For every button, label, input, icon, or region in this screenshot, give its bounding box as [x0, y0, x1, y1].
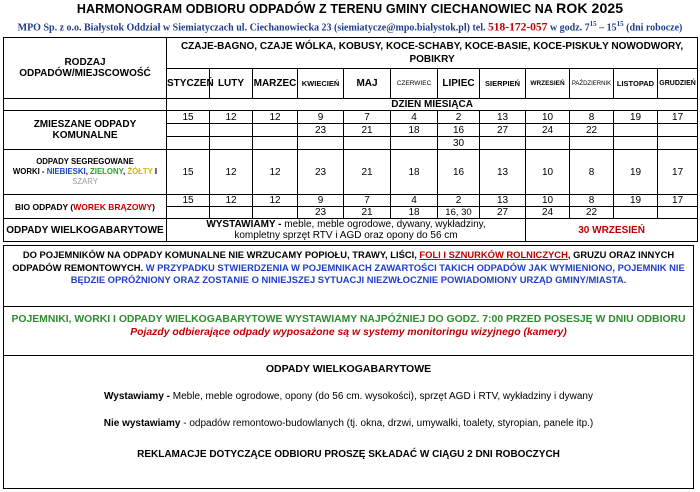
- schedule-table: [3, 37, 698, 242]
- bio-waste-label: BIO ODPADY (WOREK BRĄZOWY): [4, 195, 167, 219]
- table-cell: 21: [344, 124, 391, 137]
- day-of-month-label: DZIEŃ MIESIĄCA: [167, 99, 698, 111]
- table-cell: 23: [298, 150, 344, 195]
- table-cell: 2: [438, 195, 480, 207]
- table-cell: 2: [438, 111, 480, 124]
- month-header: WRZESIEŃ: [526, 69, 570, 99]
- mixed-waste-label: ZMIESZANE ODPADY KOMUNALNE: [4, 111, 167, 150]
- bulky-waste-description: WYSTAWIAMY - meble, meble ogrodowe, dywany, wykładziny, kompletny sprzęt RTV i AGD oraz opony do 56 cm: [167, 219, 526, 242]
- month-header: PAŹDZIERNIK: [570, 69, 614, 99]
- month-header: LISTOPAD: [614, 69, 658, 99]
- table-cell: 18: [391, 150, 438, 195]
- bulky-waste-label: ODPADY WIELKOGABARYTOWE: [4, 219, 167, 242]
- table-cell: 17: [658, 195, 698, 207]
- table-cell: 8: [570, 150, 614, 195]
- table-cell: 22: [570, 207, 614, 219]
- table-cell: [167, 124, 210, 137]
- bulky-waste-date: 30 WRZESIEŃ: [526, 219, 698, 242]
- table-cell: 7: [344, 111, 391, 124]
- segregated-waste-label: ODPADY SEGREGOWANE WORKI - NIEBIESKI, ZIELONY, ŻÓŁTY I SZARY: [4, 150, 167, 195]
- table-cell: [658, 137, 698, 150]
- table-cell: 8: [570, 195, 614, 207]
- table-cell: 19: [614, 150, 658, 195]
- table-cell: 19: [614, 111, 658, 124]
- table-cell: 30: [438, 137, 480, 150]
- table-cell: 12: [210, 150, 253, 195]
- table-cell: [210, 137, 253, 150]
- table-cell: [480, 137, 526, 150]
- table-cell: [167, 137, 210, 150]
- table-cell: 12: [253, 111, 298, 124]
- table-cell: 18: [391, 124, 438, 137]
- table-cell: [614, 207, 658, 219]
- bulky-info-heading: ODPADY WIELKOGABARYTOWE: [265, 363, 432, 375]
- table-cell: 24: [526, 207, 570, 219]
- table-cell: 22: [570, 124, 614, 137]
- table-cell: 19: [614, 195, 658, 207]
- table-cell: [658, 124, 698, 137]
- table-cell: [298, 137, 344, 150]
- table-cell: 12: [253, 195, 298, 207]
- table-cell: 8: [570, 111, 614, 124]
- bulky-info-allowed: Wystawiamy - Meble, meble ogrodowe, opony (do 56 cm. wysokości), sprzęt AGD i RTV, wykładziny i dywany: [104, 391, 593, 402]
- table-cell: 15: [167, 195, 210, 207]
- month-header: KWIECIEŃ: [298, 69, 344, 99]
- table-cell: 27: [480, 207, 526, 219]
- bulky-waste-row: [4, 219, 698, 242]
- corner-label: RODZAJ ODPADÓW/MIEJSCOWOŚĆ: [4, 38, 167, 99]
- complaints-notice: REKLAMACJE DOTYCZĄCE ODBIORU PROSZĘ SKŁADAĆ W CIĄGU 2 DNI ROBOCZYCH: [137, 449, 560, 460]
- table-cell: 18: [391, 207, 438, 219]
- table-cell: [210, 207, 253, 219]
- table-cell: 9: [298, 111, 344, 124]
- table-cell: 13: [480, 195, 526, 207]
- table-cell: 13: [480, 111, 526, 124]
- table-cell: 12: [210, 195, 253, 207]
- table-cell: [391, 137, 438, 150]
- table-cell: [253, 124, 298, 137]
- table-cell: 15: [167, 111, 210, 124]
- table-cell: [344, 137, 391, 150]
- table-cell: 27: [480, 124, 526, 137]
- locations-header: CZAJE-BAGNO, CZAJE WÓLKA, KOBUSY, KOCE-SCHABY, KOCE-BASIE, KOCE-PISKUŁY NOWODWORY, POBIKRY: [167, 38, 698, 69]
- table-cell: [526, 137, 570, 150]
- month-header: MARZEC: [253, 69, 298, 99]
- table-cell: 9: [298, 195, 344, 207]
- phone-number: 518-172-057: [488, 21, 548, 34]
- mixed-waste-row: [4, 111, 698, 124]
- month-header: CZERWIEC: [391, 69, 438, 99]
- table-cell: [167, 207, 210, 219]
- table-cell: 12: [210, 111, 253, 124]
- table-cell: 15: [167, 150, 210, 195]
- month-header: MAJ: [344, 69, 391, 99]
- bulky-info-not-allowed: Nie wystawiamy - odpadów remontowo-budowlanych (tj. okna, drzwi, umywalki, toalety, styropian, panele itp.): [103, 418, 594, 429]
- table-cell: 21: [344, 207, 391, 219]
- table-cell: 17: [658, 111, 698, 124]
- table-cell: 12: [253, 150, 298, 195]
- notice-pickup-time: POJEMNIKI, WORKI I ODPADY WIELKOGABARYTOWE WYSTAWIAMY NAJPÓŹNIEJ DO GODZ. 7:00 PRZED POSESJĘ W DNIU ODBIORU Pojazdy odbierające odpady wyposażone są w systemy monitoringu wizyjnego (kamery): [3, 306, 694, 356]
- table-cell: 4: [391, 111, 438, 124]
- table-cell: [253, 207, 298, 219]
- table-cell: [570, 137, 614, 150]
- segregated-waste-row: [4, 150, 698, 195]
- table-cell: [210, 124, 253, 137]
- table-cell: 16: [438, 150, 480, 195]
- month-header: LIPIEC: [438, 69, 480, 99]
- table-cell: 10: [526, 195, 570, 207]
- notice-forbidden-waste: DO POJEMNIKÓW NA ODPADY KOMUNALNE NIE WRZUCAMY POPIOŁU, TRAWY, LIŚCI, FOLI I SZNURKÓW ROLNICZYCH, GRUZU ORAZ INNYCH ODPADÓW REMONTOWYCH. W PRZYPADKU STWIERDZENIA W POJEMNIKACH ZAWARTOŚCI TAKICH ODPADÓW JAK WYMIENIONO, POJEMNIK NIE BĘDZIE OPRÓŻNIONY ORAZ ZOSTANIE O NINIEJSZEJ SYTUACJI NIEZWŁOCZNIE POWIADOMIONY URZĄD GMINY/MIASTA.: [3, 245, 694, 307]
- month-header: STYCZEŃ: [167, 69, 210, 99]
- table-cell: 10: [526, 111, 570, 124]
- table-cell: 13: [480, 150, 526, 195]
- month-header: SIERPIEŃ: [480, 69, 526, 99]
- year-label: ROK 2025: [556, 0, 624, 16]
- table-cell: 4: [391, 195, 438, 207]
- table-cell: 21: [344, 150, 391, 195]
- table-cell: [253, 137, 298, 150]
- company-header: MPO Sp. z o.o. Białystok Oddział w Siemiatyczach ul. Ciechanowiecka 23 (siemiatycze@mpo.bialystok.pl) tel. 518-172-057 w godz. $7^{15} - 15^{15}$ (dni robocze): [17, 20, 683, 34]
- month-header: LUTY: [210, 69, 253, 99]
- table-cell: 23: [298, 207, 344, 219]
- table-cell: 10: [526, 150, 570, 195]
- table-cell: 7: [344, 195, 391, 207]
- bulky-waste-info: [3, 355, 694, 489]
- month-header: GRUDZIEŃ: [658, 69, 698, 99]
- table-cell: 16: [438, 124, 480, 137]
- table-cell: [614, 124, 658, 137]
- document-title: HARMONOGRAM ODBIORU ODPADÓW Z TERENU GMINY CIECHANOWIEC NA ROK 2025: [76, 0, 624, 16]
- table-cell: [658, 207, 698, 219]
- table-cell: 16, 30: [438, 207, 480, 219]
- table-cell: 17: [658, 150, 698, 195]
- bio-waste-row: [4, 195, 698, 207]
- table-cell: 24: [526, 124, 570, 137]
- table-cell: 23: [298, 124, 344, 137]
- table-cell: [614, 137, 658, 150]
